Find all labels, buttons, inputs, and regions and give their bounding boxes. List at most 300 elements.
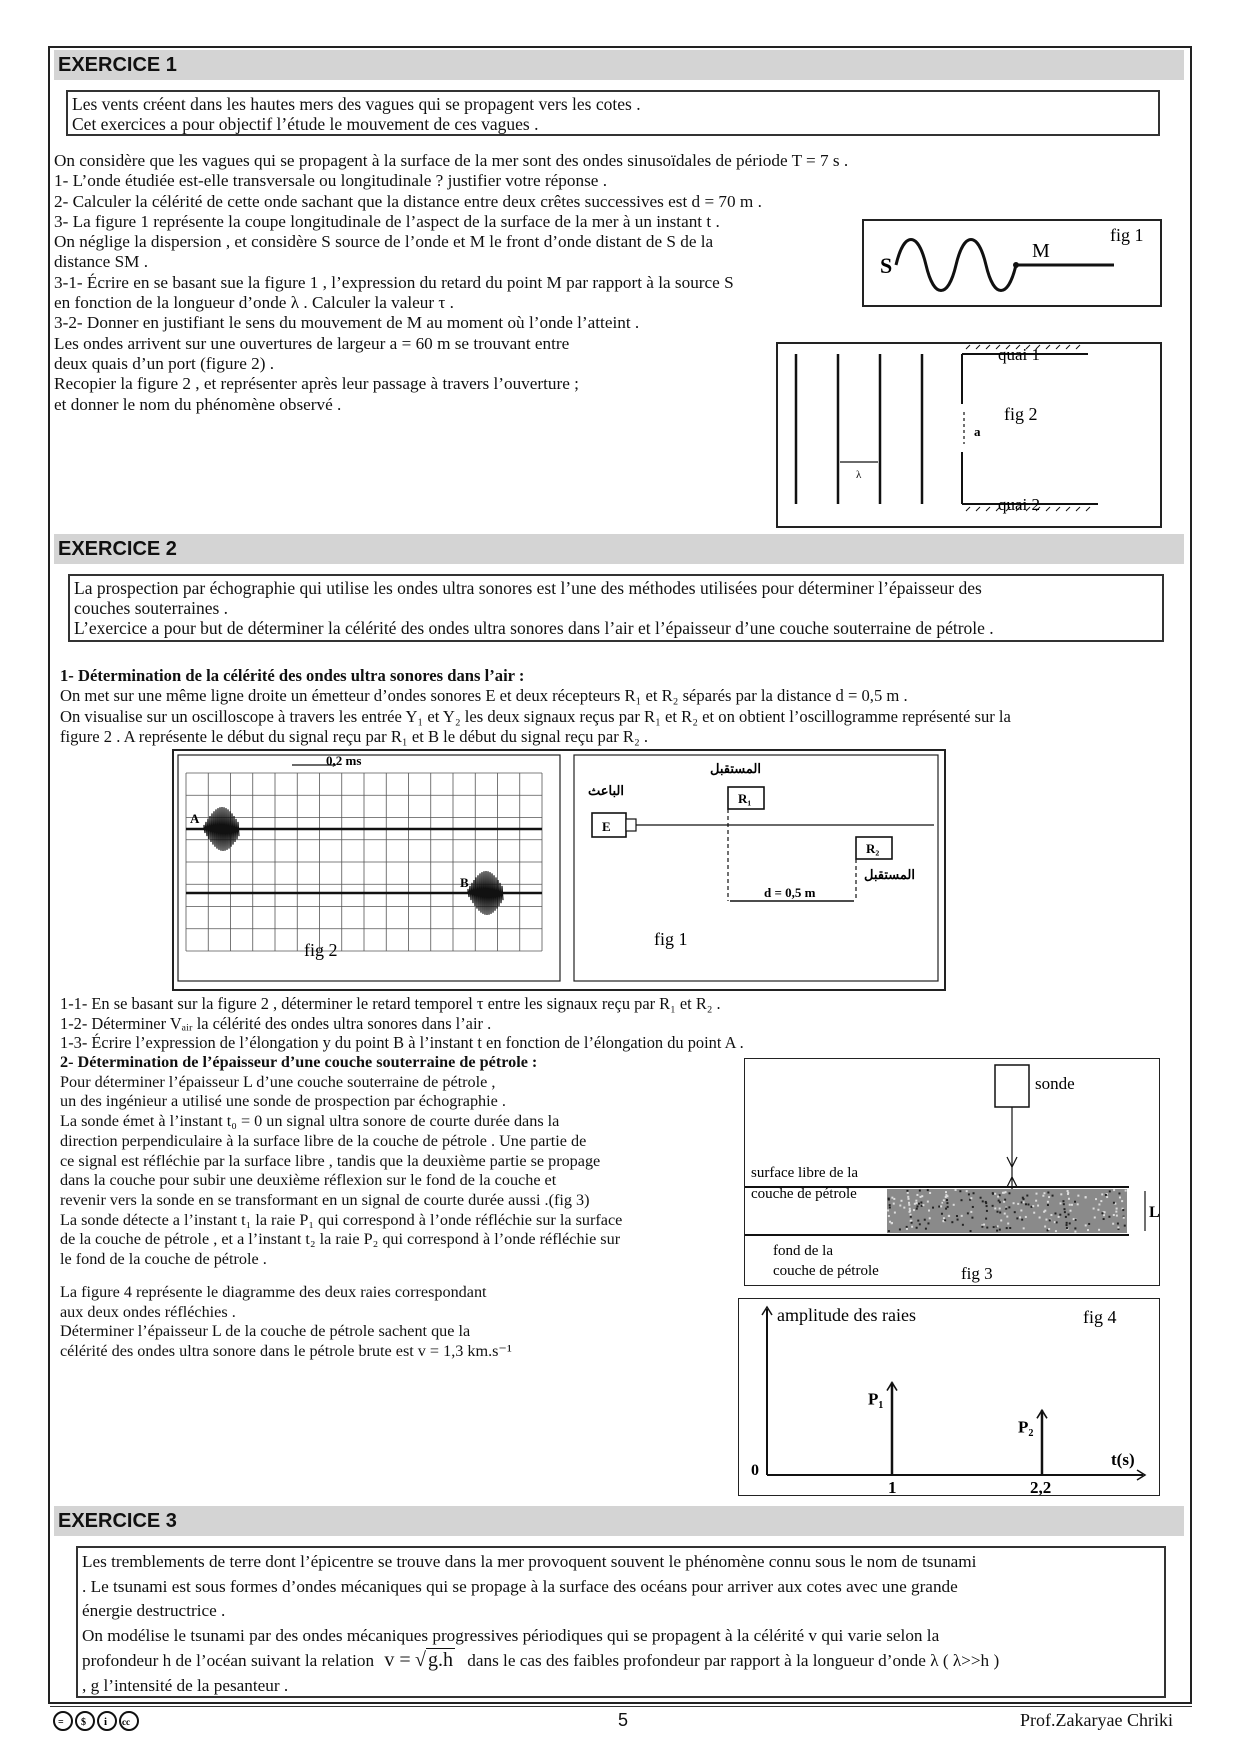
text-line: On néglige la dispersion , et considère S source de l’onde et M le front d’onde distant de S de la <box>54 232 714 252</box>
opening-a-label: a <box>974 424 981 439</box>
setup-figure-label: fig 1 <box>654 929 688 949</box>
texture-dot <box>907 1196 909 1198</box>
texture-dot <box>1103 1214 1105 1216</box>
formula-radicand: g.h <box>427 1649 453 1672</box>
part-2-title: 2- Détermination de l’épaisseur d’une couche souterraine de pétrole : <box>60 1053 538 1071</box>
exercise-2-intro <box>68 574 1164 642</box>
texture-dot <box>888 1215 890 1217</box>
texture-dot <box>997 1211 999 1213</box>
text-line: Pour déterminer l’épaisseur L d’une couche souterraine de pétrole , <box>60 1072 496 1091</box>
texture-dot <box>1064 1211 1066 1213</box>
texture-dot <box>893 1203 895 1205</box>
texture-dot <box>940 1205 942 1207</box>
texture-dot <box>1108 1216 1110 1218</box>
texture-dot <box>894 1212 896 1214</box>
texture-dot <box>922 1204 924 1206</box>
texture-dot <box>942 1220 944 1222</box>
intro-line: L’exercice a pour but de déterminer la célérité des ondes ultra sonores dans l’air et l’épaisseur d’une couche souterraine de pétrole . <box>74 618 994 638</box>
texture-dot <box>970 1197 972 1199</box>
texture-dot <box>1119 1196 1121 1198</box>
texture-dot <box>999 1201 1001 1203</box>
texture-dot <box>899 1204 901 1206</box>
exercise-3-title: EXERCICE 3 <box>54 1506 1184 1536</box>
texture-dot <box>1104 1211 1106 1213</box>
texture-dot <box>1031 1206 1033 1208</box>
text-line: et donner le nom du phénomène observé . <box>54 394 342 414</box>
exercise-1-title: EXERCICE 1 <box>54 50 1184 80</box>
texture-dot <box>971 1217 973 1219</box>
figure-oscillo-and-setup <box>172 749 946 991</box>
text-line: distance SM . <box>54 252 149 272</box>
text-line: On considère que les vagues qui se propagent à la surface de la mer sont des ondes sinusoïdales de période T = 7 s . <box>54 151 849 170</box>
texture-dot <box>992 1192 994 1194</box>
texture-dot <box>945 1196 947 1198</box>
texture-dot <box>891 1197 893 1199</box>
receiver-r2-label: R₂ <box>866 841 880 856</box>
port-drawing <box>778 344 1160 526</box>
texture-dot <box>907 1198 909 1200</box>
texture-dot <box>999 1229 1001 1231</box>
texture-dot <box>1042 1195 1044 1197</box>
texture-dot <box>1085 1224 1087 1226</box>
text-line: La sonde émet à l’instant t₀ = 0 un signal ultra sonore de courte durée dans la <box>60 1112 560 1131</box>
texture-dot <box>945 1191 947 1193</box>
texture-dot <box>1074 1227 1076 1229</box>
figure-1-wave <box>862 219 1162 307</box>
texture-dot <box>908 1202 910 1204</box>
exercise-2-part-2-question <box>60 1283 512 1362</box>
texture-dot <box>1044 1226 1046 1228</box>
texture-dot <box>1093 1208 1095 1210</box>
texture-dot <box>919 1190 921 1192</box>
exercise-1-questions <box>54 151 848 415</box>
texture-dot <box>1006 1227 1008 1229</box>
text-line: célérité des ondes ultra sonore dans le pétrole brute est v = 1,3 km.s⁻¹ <box>60 1342 512 1361</box>
receiver-2-arabic-label: المستقبل <box>864 867 915 882</box>
texture-dot <box>1023 1227 1025 1229</box>
text-line: de la couche de pétrole , et a l’instant t₂ la raie P₂ qui correspond à l’onde réfléchie sur <box>60 1230 621 1249</box>
emitter-e-label: E <box>602 819 611 834</box>
texture-dot <box>1048 1228 1050 1230</box>
texture-dot <box>1077 1203 1079 1205</box>
texture-dot <box>1066 1227 1068 1229</box>
figure-2-port <box>776 342 1162 528</box>
texture-dot <box>1106 1196 1108 1198</box>
texture-dot <box>1047 1204 1049 1206</box>
intro-line: On modélise le tsunami par des ondes mécaniques progressives périodiques qui se propagent à la célérité v qui varie selon la <box>82 1625 940 1645</box>
exercise-2-part-2 <box>60 1053 622 1270</box>
oscillogram-figure-label: fig 2 <box>304 940 338 960</box>
text-line: revenir vers la sonde en se transformant en un signal de courte durée aussi .(fig 3) <box>60 1190 590 1209</box>
texture-dot <box>901 1200 903 1202</box>
texture-dot <box>1117 1227 1119 1229</box>
texture-dot <box>932 1207 934 1209</box>
page-number: 5 <box>618 1710 629 1730</box>
figure-4-label: fig 4 <box>1083 1307 1117 1327</box>
layer-drawing <box>745 1059 1160 1283</box>
bottom-label-line: couche de pétrole <box>773 1263 879 1279</box>
texture-dot <box>1113 1189 1115 1191</box>
tick-label-t1: 1 <box>887 1478 897 1497</box>
texture-dot <box>1109 1190 1111 1192</box>
texture-dot <box>1020 1209 1022 1211</box>
texture-dot <box>1100 1200 1102 1202</box>
texture-dot <box>921 1205 923 1207</box>
texture-dot <box>1022 1197 1024 1199</box>
texture-dot <box>943 1199 945 1201</box>
texture-dot <box>916 1205 918 1207</box>
quay-1-label: quai 1 <box>998 345 1041 364</box>
texture-dot <box>1048 1196 1050 1198</box>
probe-box <box>995 1065 1029 1107</box>
texture-dot <box>920 1196 922 1198</box>
texture-dot <box>1065 1216 1067 1218</box>
texture-dot <box>1070 1210 1072 1212</box>
texture-dot <box>1043 1211 1045 1213</box>
texture-dot <box>941 1202 943 1204</box>
texture-dot <box>1069 1222 1071 1224</box>
texture-dot <box>1074 1201 1076 1203</box>
emitter-head <box>626 819 636 831</box>
texture-dot <box>906 1226 908 1228</box>
text-line: aux deux ondes réfléchies . <box>60 1302 236 1321</box>
intro-line: , g l’intensité de la pesanteur . <box>82 1675 289 1695</box>
author-credit: Prof.Zakaryae Chriki <box>1020 1710 1173 1730</box>
formula-line <box>82 1648 1160 1674</box>
texture-dot <box>917 1220 919 1222</box>
texture-dot <box>1073 1218 1075 1220</box>
text-line: en fonction de la longueur d’onde λ . Calculer la valeur τ . <box>54 293 454 313</box>
time-scale-label: 0,2 ms <box>326 753 362 768</box>
origin-label: 0 <box>751 1462 759 1479</box>
texture-dot <box>986 1205 988 1207</box>
texture-dot <box>1121 1200 1123 1202</box>
exercise-3-intro <box>76 1546 1166 1698</box>
texture-dot <box>916 1227 918 1229</box>
text-line: 3-1- Écrire en se basant sue la figure 1 , l’expression du retard du point M par rapport à la source S <box>54 272 734 292</box>
texture-dot <box>1101 1193 1103 1195</box>
wave-curve <box>896 240 1114 291</box>
texture-dot <box>921 1195 923 1197</box>
texture-dot <box>1054 1212 1056 1214</box>
texture-dot <box>888 1199 890 1201</box>
texture-dot <box>959 1190 961 1192</box>
texture-dot <box>956 1215 958 1217</box>
text-line: On met sur une même ligne droite un émetteur d’ondes sonores E et deux récepteurs R₁ et R₂ séparés par la distance d = 0,5 m . <box>60 686 908 706</box>
texture-dot <box>1068 1213 1070 1215</box>
cc-license-icon <box>52 1710 152 1732</box>
texture-dot <box>999 1211 1001 1213</box>
figure-4-chart <box>738 1298 1160 1496</box>
figure-2-label: fig 2 <box>1004 404 1038 424</box>
text-line: 1- L’onde étudiée est-elle transversale ou longitudinale ? justifier votre réponse . <box>54 171 607 191</box>
texture-dot <box>947 1206 949 1208</box>
texture-dot <box>951 1221 953 1223</box>
texture-dot <box>1047 1192 1049 1194</box>
texture-dot <box>986 1210 988 1212</box>
texture-dot <box>1006 1216 1008 1218</box>
intro-line: couches souterraines . <box>74 598 229 618</box>
texture-dot <box>1105 1194 1107 1196</box>
texture-dot <box>1118 1192 1120 1194</box>
texture-dot <box>910 1216 912 1218</box>
texture-dot <box>1101 1212 1103 1214</box>
texture-dot <box>1043 1192 1045 1194</box>
quay-2-label: quai 2 <box>998 495 1041 514</box>
texture-dot <box>1017 1203 1019 1205</box>
figure-3-label: fig 3 <box>961 1264 993 1283</box>
texture-dot <box>1016 1217 1018 1219</box>
lines-diagram <box>739 1299 1157 1497</box>
texture-dot <box>946 1199 948 1201</box>
oscillogram-grid <box>186 773 542 951</box>
texture-dot <box>1115 1211 1117 1213</box>
text-line: On visualise sur un oscilloscope à travers les entrée Y₁ et Y₂ les deux signaux reçus par R₁ et R₂ et on obtient l’oscillogramme représenté sur la <box>60 706 1011 726</box>
emitter-arabic-label: الباعث <box>588 783 624 798</box>
license-badge <box>52 1710 152 1737</box>
texture-dot <box>1063 1203 1065 1205</box>
intro-line: Les tremblements de terre dont l’épicentre se trouve dans la mer provoquent souvent le phénomène connu sous le nom de tsunami <box>82 1552 977 1571</box>
texture-dot <box>918 1203 920 1205</box>
texture-dot <box>1122 1209 1124 1211</box>
texture-dot <box>911 1222 913 1224</box>
text-line: Les ondes arrivent sur une ouvertures de largeur a = 60 m se trouvant entre <box>54 333 570 353</box>
texture-dot <box>953 1204 955 1206</box>
texture-dot <box>994 1193 996 1195</box>
texture-dot <box>916 1208 918 1210</box>
texture-dot <box>944 1219 946 1221</box>
texture-dot <box>924 1219 926 1221</box>
texture-dot <box>1095 1198 1097 1200</box>
texture-dot <box>1068 1198 1070 1200</box>
texture-dot <box>955 1189 957 1191</box>
text-line: un des ingénieur a utilisé une sonde de prospection par échographie . <box>60 1092 506 1111</box>
svg-text:cc: cc <box>122 1717 130 1727</box>
texture-dot <box>1003 1201 1005 1203</box>
probe-label: sonde <box>1035 1074 1075 1093</box>
texture-dot <box>970 1230 972 1232</box>
texture-dot <box>1045 1219 1047 1221</box>
y-axis-label: amplitude des raies <box>777 1305 916 1325</box>
text-line: 2- Calculer la célérité de cette onde sachant que la distance entre deux crêtes successives est d = 70 m . <box>54 191 762 211</box>
texture-dot <box>906 1228 908 1230</box>
texture-dot <box>997 1196 999 1198</box>
surface-label-line: surface libre de la <box>751 1165 859 1181</box>
texture-dot <box>998 1200 1000 1202</box>
texture-dot <box>927 1201 929 1203</box>
texture-dot <box>1037 1205 1039 1207</box>
texture-dot <box>1098 1203 1100 1205</box>
texture-dot <box>1097 1209 1099 1211</box>
receiver-1-arabic-label: المستقبل <box>710 761 761 776</box>
texture-dot <box>1013 1202 1015 1204</box>
texture-dot <box>1113 1214 1115 1216</box>
figure-1-label: fig 1 <box>1110 225 1144 245</box>
text-line: Recopier la figure 2 , et représenter après leur passage à travers l’ouverture ; <box>54 374 579 394</box>
texture-dot <box>1067 1190 1069 1192</box>
texture-dot <box>997 1225 999 1227</box>
texture-dot <box>1066 1224 1068 1226</box>
texture-dot <box>1125 1190 1127 1192</box>
texture-dot <box>909 1210 911 1212</box>
line-p2-label: P₂ <box>1017 1417 1034 1437</box>
texture-dot <box>948 1215 950 1217</box>
text-line: ce signal est réfléchie par la surface libre , tandis que la deuxième partie se propage <box>60 1151 601 1170</box>
texture-dot <box>927 1189 929 1191</box>
texture-dot <box>982 1200 984 1202</box>
texture-dot <box>970 1211 972 1213</box>
texture-dot <box>908 1204 910 1206</box>
texture-dot <box>993 1226 995 1228</box>
formula-suffix: dans le cas des faibles profondeur par rapport à la longueur d’onde λ ( λ>>h ) <box>467 1651 1000 1671</box>
texture-dot <box>919 1223 921 1225</box>
texture-dot <box>1124 1225 1126 1227</box>
texture-dot <box>980 1197 982 1199</box>
text-line: 1-3- Écrire l’expression de l’élongation y du point B à l’instant t en fonction de l’élongation du point A . <box>60 1033 744 1052</box>
texture-dot <box>946 1195 948 1197</box>
texture-dot <box>992 1205 994 1207</box>
texture-dot <box>1071 1204 1073 1206</box>
burst-wave <box>204 807 239 851</box>
texture-dot <box>1087 1229 1089 1231</box>
texture-dot <box>1112 1223 1114 1225</box>
receiver-r1-label: R₁ <box>738 791 752 806</box>
texture-dot <box>1026 1195 1028 1197</box>
texture-dot <box>973 1192 975 1194</box>
texture-dot <box>1023 1201 1025 1203</box>
texture-dot <box>1008 1192 1010 1194</box>
texture-dot <box>925 1228 927 1230</box>
intro-line: énergie destructrice . <box>82 1601 226 1621</box>
texture-dot <box>1116 1208 1118 1210</box>
x-axis-label: t(s) <box>1111 1450 1135 1469</box>
texture-dot <box>1025 1216 1027 1218</box>
texture-dot <box>1123 1217 1125 1219</box>
texture-dot <box>929 1217 931 1219</box>
texture-dot <box>914 1203 916 1205</box>
footer-rule <box>50 1706 1192 1707</box>
text-line: dans la couche pour subir une deuxième réflexion sur le fond de la couche et <box>60 1171 557 1190</box>
texture-dot <box>943 1217 945 1219</box>
texture-dot <box>1075 1219 1077 1221</box>
texture-dot <box>1074 1231 1076 1233</box>
text-line: La sonde détecte a l’instant t₁ la raie P₁ qui correspond à l’onde réfléchie sur la surface <box>60 1210 623 1229</box>
texture-dot <box>1025 1203 1027 1205</box>
texture-dot <box>1062 1200 1064 1202</box>
texture-dot <box>972 1206 974 1208</box>
texture-dot <box>946 1202 948 1204</box>
texture-dot <box>1002 1192 1004 1194</box>
tick-label-t2: 2,2 <box>1029 1478 1052 1497</box>
exercise-1-intro <box>66 90 1160 136</box>
texture-dot <box>1014 1211 1016 1213</box>
formula-prefix: profondeur h de l’océan suivant la relation <box>82 1651 375 1671</box>
figure-3-layer <box>744 1058 1160 1286</box>
texture-dot <box>1007 1223 1009 1225</box>
texture-dot <box>1021 1201 1023 1203</box>
texture-dot <box>1098 1229 1100 1231</box>
texture-dot <box>1035 1200 1037 1202</box>
texture-dot <box>1116 1215 1118 1217</box>
texture-dot <box>899 1228 901 1230</box>
wave-drawing <box>864 221 1160 305</box>
texture-dot <box>1088 1223 1090 1225</box>
texture-dot <box>1039 1217 1041 1219</box>
texture-dot <box>1060 1193 1062 1195</box>
intro-line: Cet exercices a pour objectif l’étude le mouvement de ces vagues . <box>72 114 539 134</box>
texture-dot <box>916 1194 918 1196</box>
texture-dot <box>1056 1221 1058 1223</box>
texture-dot <box>910 1220 912 1222</box>
texture-dot <box>957 1219 959 1221</box>
texture-dot <box>1094 1216 1096 1218</box>
texture-dot <box>1085 1196 1087 1198</box>
texture-dot <box>888 1230 890 1232</box>
intro-line: La prospection par échographie qui utilise les ondes ultra sonores est l’une des méthodes utilisées pour déterminer l’épaisseur des <box>74 578 982 598</box>
text-line: 3-2- Donner en justifiant le sens du mouvement de M au moment où l’onde l’atteint . <box>54 313 640 333</box>
texture-dot <box>1103 1218 1105 1220</box>
texture-dot <box>1067 1193 1069 1195</box>
svg-text:i: i <box>104 1716 108 1728</box>
texture-dot <box>966 1190 968 1192</box>
texture-dot <box>999 1208 1001 1210</box>
setup-figure <box>574 755 938 981</box>
texture-dot <box>961 1215 963 1217</box>
sqrt-icon: √ <box>414 1649 426 1672</box>
texture-dot <box>887 1209 889 1211</box>
point-m-marker <box>1013 262 1019 268</box>
texture-dot <box>1004 1199 1006 1201</box>
texture-dot <box>891 1222 893 1224</box>
texture-dot <box>1033 1212 1035 1214</box>
point-a-label: A <box>190 811 200 826</box>
signal-a-burst <box>204 807 239 851</box>
text-line: 3- La figure 1 représente la coupe longitudinale de l’aspect de la surface de la mer à un instant t . <box>54 211 720 231</box>
oscillogram-and-setup <box>174 751 944 989</box>
texture-dot <box>1077 1195 1079 1197</box>
texture-dot <box>1117 1223 1119 1225</box>
texture-dot <box>906 1190 908 1192</box>
point-b-label: B <box>460 875 469 890</box>
texture-dot <box>910 1214 912 1216</box>
texture-dot <box>889 1204 891 1206</box>
texture-dot <box>1009 1227 1011 1229</box>
texture-dot <box>1004 1213 1006 1215</box>
thickness-l-label: L <box>1149 1204 1160 1221</box>
intro-line: . Le tsunami est sous formes d’ondes mécaniques qui se propage à la surface des océans pour arriver aux cotes avec une grande <box>82 1576 958 1596</box>
texture-dot <box>915 1200 917 1202</box>
texture-dot <box>1069 1204 1071 1206</box>
texture-dot <box>1049 1219 1051 1221</box>
texture-dot <box>903 1207 905 1209</box>
texture-dot <box>1027 1203 1029 1205</box>
exercise-2-title: EXERCICE 2 <box>54 534 1184 564</box>
texture-dot <box>1047 1201 1049 1203</box>
lambda-label: λ <box>856 469 862 481</box>
text-line: Déterminer l’épaisseur L de la couche de pétrole sachent que la <box>60 1322 471 1341</box>
point-m-label: M <box>1032 240 1050 262</box>
texture-dot <box>986 1227 988 1229</box>
formula-v: v = <box>384 1649 411 1672</box>
text-line: le fond de la couche de pétrole . <box>60 1250 267 1269</box>
texture-dot <box>1000 1219 1002 1221</box>
texture-dot <box>967 1212 969 1214</box>
point-s-label: S <box>880 253 893 278</box>
line-p1-label: P₁ <box>867 1389 884 1409</box>
svg-text:=: = <box>58 1717 64 1728</box>
texture-dot <box>1055 1230 1057 1232</box>
texture-dot <box>889 1207 891 1209</box>
